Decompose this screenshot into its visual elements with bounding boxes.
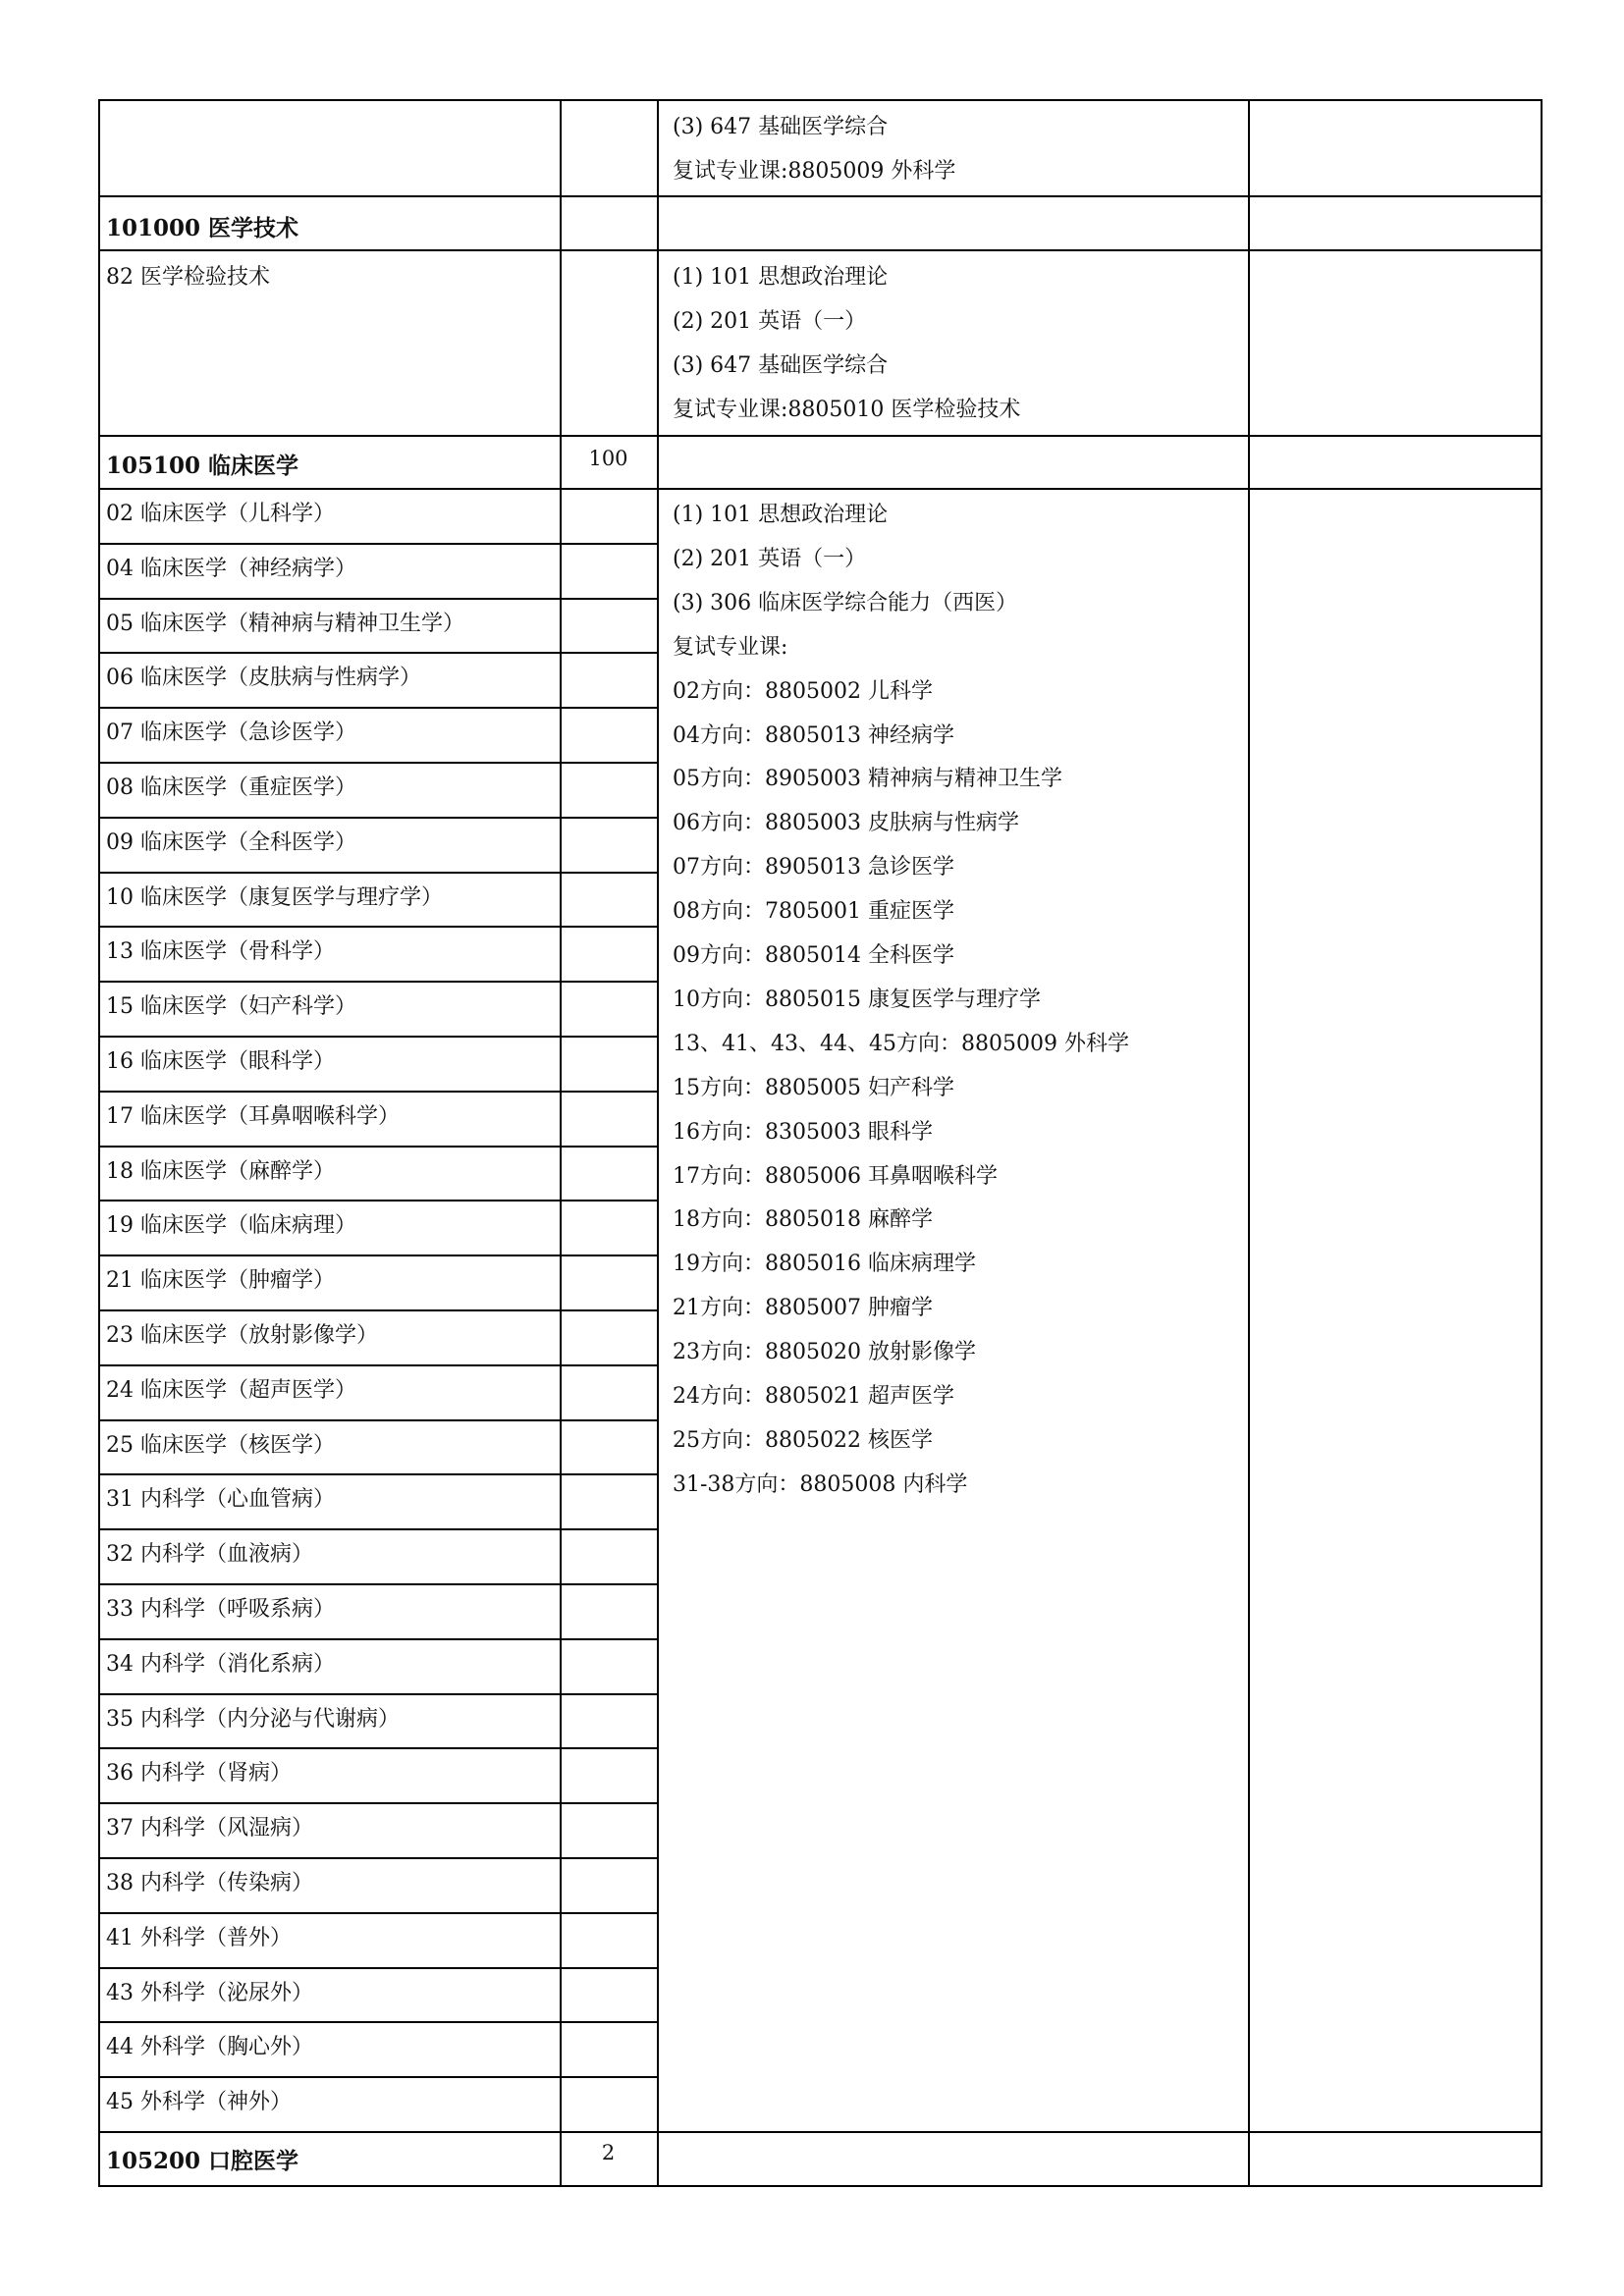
- exam-line: 23方向：8805020 放射影像学: [673, 1340, 976, 1364]
- direction-label: 21 临床医学（肿瘤学）: [106, 1268, 335, 1293]
- column-divider-3: [1248, 99, 1250, 2187]
- exam-line: 08方向：7805001 重症医学: [673, 899, 954, 924]
- direction-row-divider: [98, 872, 659, 874]
- exam-line: 15方向：8805005 妇产科学: [673, 1076, 954, 1100]
- exam-line: 25方向：8805022 核医学: [673, 1428, 933, 1453]
- direction-row-divider: [98, 2021, 659, 2023]
- direction-label: 38 内科学（传染病）: [106, 1871, 313, 1896]
- direction-row-divider: [98, 1146, 659, 1148]
- direction-label: 33 内科学（呼吸系病）: [106, 1597, 335, 1622]
- direction-label: 23 临床医学（放射影像学）: [106, 1323, 378, 1348]
- direction-label: 82 医学检验技术: [106, 265, 270, 290]
- column-divider-1: [560, 99, 562, 2187]
- direction-row-divider: [98, 1857, 659, 1859]
- direction-label: 05 临床医学（精神病与精神卫生学）: [106, 612, 464, 636]
- table-border-bottom: [98, 2185, 1543, 2187]
- direction-label: 15 临床医学（妇产科学）: [106, 994, 356, 1019]
- enrollment-table: [98, 99, 1543, 2187]
- direction-label: 18 临床医学（麻醉学）: [106, 1159, 335, 1184]
- table-border-top: [98, 99, 1543, 101]
- direction-label: 31 内科学（心血管病）: [106, 1487, 335, 1512]
- direction-label: 13 临床医学（骨科学）: [106, 939, 335, 964]
- direction-row-divider: [98, 1583, 659, 1585]
- exam-line: (2) 201 英语（一）: [673, 309, 867, 334]
- direction-row-divider: [98, 1200, 659, 1201]
- direction-label: 19 临床医学（临床病理）: [106, 1213, 356, 1238]
- direction-row-divider: [98, 1802, 659, 1804]
- exam-line: 18方向：8805018 麻醉学: [673, 1207, 933, 1232]
- direction-label: 16 临床医学（眼科学）: [106, 1049, 335, 1074]
- direction-row-divider: [98, 1091, 659, 1093]
- direction-label: 10 临床医学（康复医学与理疗学）: [106, 885, 443, 910]
- direction-label: 08 临床医学（重症医学）: [106, 775, 356, 800]
- direction-label: 35 内科学（内分泌与代谢病）: [106, 1707, 400, 1732]
- direction-row-divider: [98, 1528, 659, 1530]
- table-border-right: [1541, 99, 1543, 2187]
- row-divider: [98, 435, 1543, 437]
- enrollment-plan: 2: [601, 2141, 616, 2164]
- exam-line: 复试专业课:: [673, 635, 788, 660]
- row-divider: [98, 195, 1543, 197]
- direction-label: 41 外科学（普外）: [106, 1926, 292, 1950]
- exam-line: (3) 647 基础医学综合: [673, 353, 889, 378]
- direction-row-divider: [98, 1309, 659, 1311]
- table-border-left: [98, 99, 100, 2187]
- direction-row-divider: [98, 1693, 659, 1695]
- exam-line: 06方向：8805003 皮肤病与性病学: [673, 811, 1019, 835]
- direction-row-divider: [98, 1967, 659, 1969]
- direction-row-divider: [98, 1419, 659, 1421]
- direction-row-divider: [98, 981, 659, 983]
- direction-row-divider: [98, 543, 659, 545]
- exam-line: (1) 101 思想政治理论: [673, 265, 889, 290]
- exam-line: 05方向：8905003 精神病与精神卫生学: [673, 767, 1062, 791]
- exam-line: 07方向：8905013 急诊医学: [673, 855, 954, 880]
- exam-line: 17方向：8805006 耳鼻咽喉科学: [673, 1164, 998, 1189]
- direction-label: 04 临床医学（神经病学）: [106, 557, 356, 581]
- exam-line: 复试专业课:8805010 医学检验技术: [673, 398, 1021, 422]
- direction-row-divider: [98, 598, 659, 600]
- exam-line: 02方向：8805002 儿科学: [673, 679, 933, 704]
- exam-line: (2) 201 英语（一）: [673, 547, 867, 571]
- direction-row-divider: [98, 652, 659, 654]
- exam-line: 13、41、43、44、45方向：8805009 外科学: [673, 1032, 1129, 1056]
- direction-label: 02 临床医学（儿科学）: [106, 502, 335, 526]
- row-divider: [98, 488, 1543, 490]
- exam-line: 09方向：8805014 全科医学: [673, 943, 954, 968]
- direction-row-divider: [98, 707, 659, 709]
- exam-line: 31-38方向：8805008 内科学: [673, 1472, 968, 1497]
- exam-line: 21方向：8805007 肿瘤学: [673, 1296, 933, 1320]
- row-divider: [98, 249, 1543, 251]
- exam-line: 10方向：8805015 康复医学与理疗学: [673, 988, 1041, 1012]
- direction-row-divider: [98, 1255, 659, 1256]
- direction-row-divider: [98, 762, 659, 764]
- direction-row-divider: [98, 1036, 659, 1038]
- column-divider-2: [657, 99, 659, 2187]
- exam-line: 19方向：8805016 临床病理学: [673, 1252, 976, 1276]
- exam-line: 24方向：8805021 超声医学: [673, 1384, 954, 1409]
- direction-row-divider: [98, 2076, 659, 2078]
- exam-line: 04方向：8805013 神经病学: [673, 723, 954, 748]
- direction-label: 36 内科学（肾病）: [106, 1761, 292, 1786]
- direction-label: 17 临床医学（耳鼻咽喉科学）: [106, 1104, 400, 1129]
- exam-line: 复试专业课:8805009 外科学: [673, 159, 956, 184]
- exam-line: (1) 101 思想政治理论: [673, 503, 889, 527]
- direction-label: 37 内科学（风湿病）: [106, 1816, 313, 1841]
- direction-label: 24 临床医学（超声医学）: [106, 1378, 356, 1403]
- direction-row-divider: [98, 1747, 659, 1749]
- major-title: 105200 口腔医学: [106, 2148, 299, 2174]
- direction-label: 32 内科学（血液病）: [106, 1542, 313, 1567]
- major-title: 101000 医学技术: [106, 215, 299, 241]
- direction-label: 07 临床医学（急诊医学）: [106, 721, 356, 745]
- direction-label: 34 内科学（消化系病）: [106, 1652, 335, 1677]
- direction-label: 43 外科学（泌尿外）: [106, 1981, 313, 2005]
- direction-label: 06 临床医学（皮肤病与性病学）: [106, 666, 421, 690]
- direction-label: 44 外科学（胸心外）: [106, 2035, 313, 2059]
- direction-row-divider: [98, 1912, 659, 1914]
- direction-row-divider: [98, 1473, 659, 1475]
- enrollment-plan: 100: [588, 447, 628, 470]
- direction-label: 09 临床医学（全科医学）: [106, 830, 356, 855]
- row-divider: [98, 2131, 1543, 2133]
- direction-row-divider: [98, 1638, 659, 1640]
- direction-label: 45 外科学（神外）: [106, 2090, 292, 2114]
- exam-line: 16方向：8305003 眼科学: [673, 1120, 933, 1145]
- direction-label: 25 临床医学（核医学）: [106, 1433, 335, 1458]
- major-title: 105100 临床医学: [106, 453, 299, 479]
- direction-row-divider: [98, 926, 659, 928]
- exam-line: (3) 306 临床医学综合能力（西医）: [673, 591, 1018, 615]
- exam-line: (3) 647 基础医学综合: [673, 115, 889, 139]
- direction-row-divider: [98, 817, 659, 819]
- direction-row-divider: [98, 1364, 659, 1366]
